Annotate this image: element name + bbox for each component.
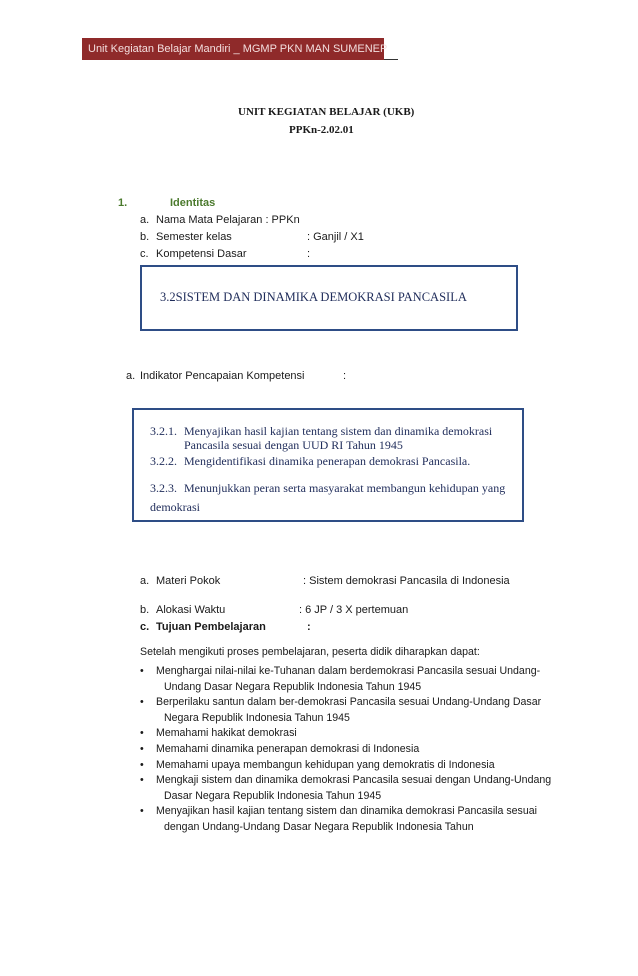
indikator-letter: a.: [126, 370, 136, 382]
alokasi-value: : 6 JP / 3 X pertemuan: [299, 604, 409, 616]
tujuan-list: [140, 664, 580, 836]
tujuan-label: Tujuan Pembelajaran: [156, 621, 266, 633]
materi-label: Materi Pokok: [156, 575, 221, 587]
materi-value: : Sistem demokrasi Pancasila di Indonesia: [303, 575, 510, 587]
indikator-1-cont: Pancasila sesuai dengan UUD RI Tahun 1945: [184, 438, 403, 452]
alokasi-label: Alokasi Waktu: [156, 604, 226, 616]
kd-box-text: 3.2SISTEM DAN DINAMIKA DEMOKRASI PANCASILA: [160, 290, 467, 304]
identity-kd-colon: :: [307, 248, 311, 260]
document-title: UNIT KEGIATAN BELAJAR (UKB): [238, 106, 415, 118]
indikator-colon: :: [343, 370, 347, 382]
alokasi-letter: b.: [140, 604, 150, 616]
identity-subject: Nama Mata Pelajaran : PPKn: [156, 214, 300, 226]
kd-box: [140, 265, 518, 331]
identity-kd-label: Kompetensi Dasar: [156, 248, 247, 260]
list-item: • Mengkaji sistem dan dinamika demokrasi Pancasila sesuai dengan Undang-Undang Dasar Negara Republik Indonesia Tahun 1945: [140, 773, 580, 804]
identity-letter-a: a.: [140, 214, 150, 226]
tujuan-letter: c.: [140, 621, 150, 633]
indikator-3-text: Menunjukkan peran serta masyarakat membangun kehidupan yang: [184, 481, 506, 495]
indikator-label: Indikator Pencapaian Kompetensi: [140, 370, 305, 382]
tujuan-intro: Setelah mengikuti proses pembelajaran, peserta didik diharapkan dapat:: [140, 646, 480, 658]
indikator-box: [132, 408, 524, 522]
header-banner: Unit Kegiatan Belajar Mandiri _ MGMP PKN MAN SUMENEP: [82, 38, 384, 60]
materi-letter: a.: [140, 575, 150, 587]
section-number: 1.: [118, 197, 128, 209]
document-code: PPKn-2.02.01: [289, 124, 354, 136]
list-item: • Berperilaku santun dalam ber-demokrasi Pancasila sesuai Undang-Undang Dasar Negara Republik Indonesia Tahun 1945: [140, 695, 580, 726]
identity-semester-label: Semester kelas: [156, 231, 232, 243]
identity-letter-c: c.: [140, 248, 149, 260]
indikator-2-text: Mengidentifikasi dinamika penerapan demokrasi Pancasila.: [184, 454, 471, 468]
indikator-1-num: 3.2.1.: [150, 424, 177, 438]
identity-letter-b: b.: [140, 231, 150, 243]
list-item: • Menghargai nilai-nilai ke-Tuhanan dalam berdemokrasi Pancasila sesuai Undang- Undang Dasar Negara Republik Indonesia Tahun 1945: [140, 664, 580, 695]
list-item: • Memahami dinamika penerapan demokrasi di Indonesia: [140, 742, 580, 758]
indikator-1-text: Menyajikan hasil kajian tentang sistem dan dinamika demokrasi: [184, 424, 493, 438]
indikator-2-num: 3.2.2.: [150, 454, 177, 468]
list-item: • Menyajikan hasil kajian tentang sistem dan dinamika demokrasi Pancasila sesuai dengan Undang-Undang Dasar Negara Republik Indonesia Tahun: [140, 804, 580, 835]
identity-semester-value: : Ganjil / X1: [307, 231, 364, 243]
list-item: • Memahami hakikat demokrasi: [140, 726, 580, 742]
tujuan-colon: :: [307, 621, 311, 633]
indikator-3-num: 3.2.3.: [150, 481, 177, 495]
header-underline: [384, 59, 398, 60]
indikator-3-cont: demokrasi: [150, 500, 200, 514]
list-item: • Memahami upaya membangun kehidupan yang demokratis di Indonesia: [140, 758, 580, 774]
section-heading: Identitas: [170, 197, 216, 209]
